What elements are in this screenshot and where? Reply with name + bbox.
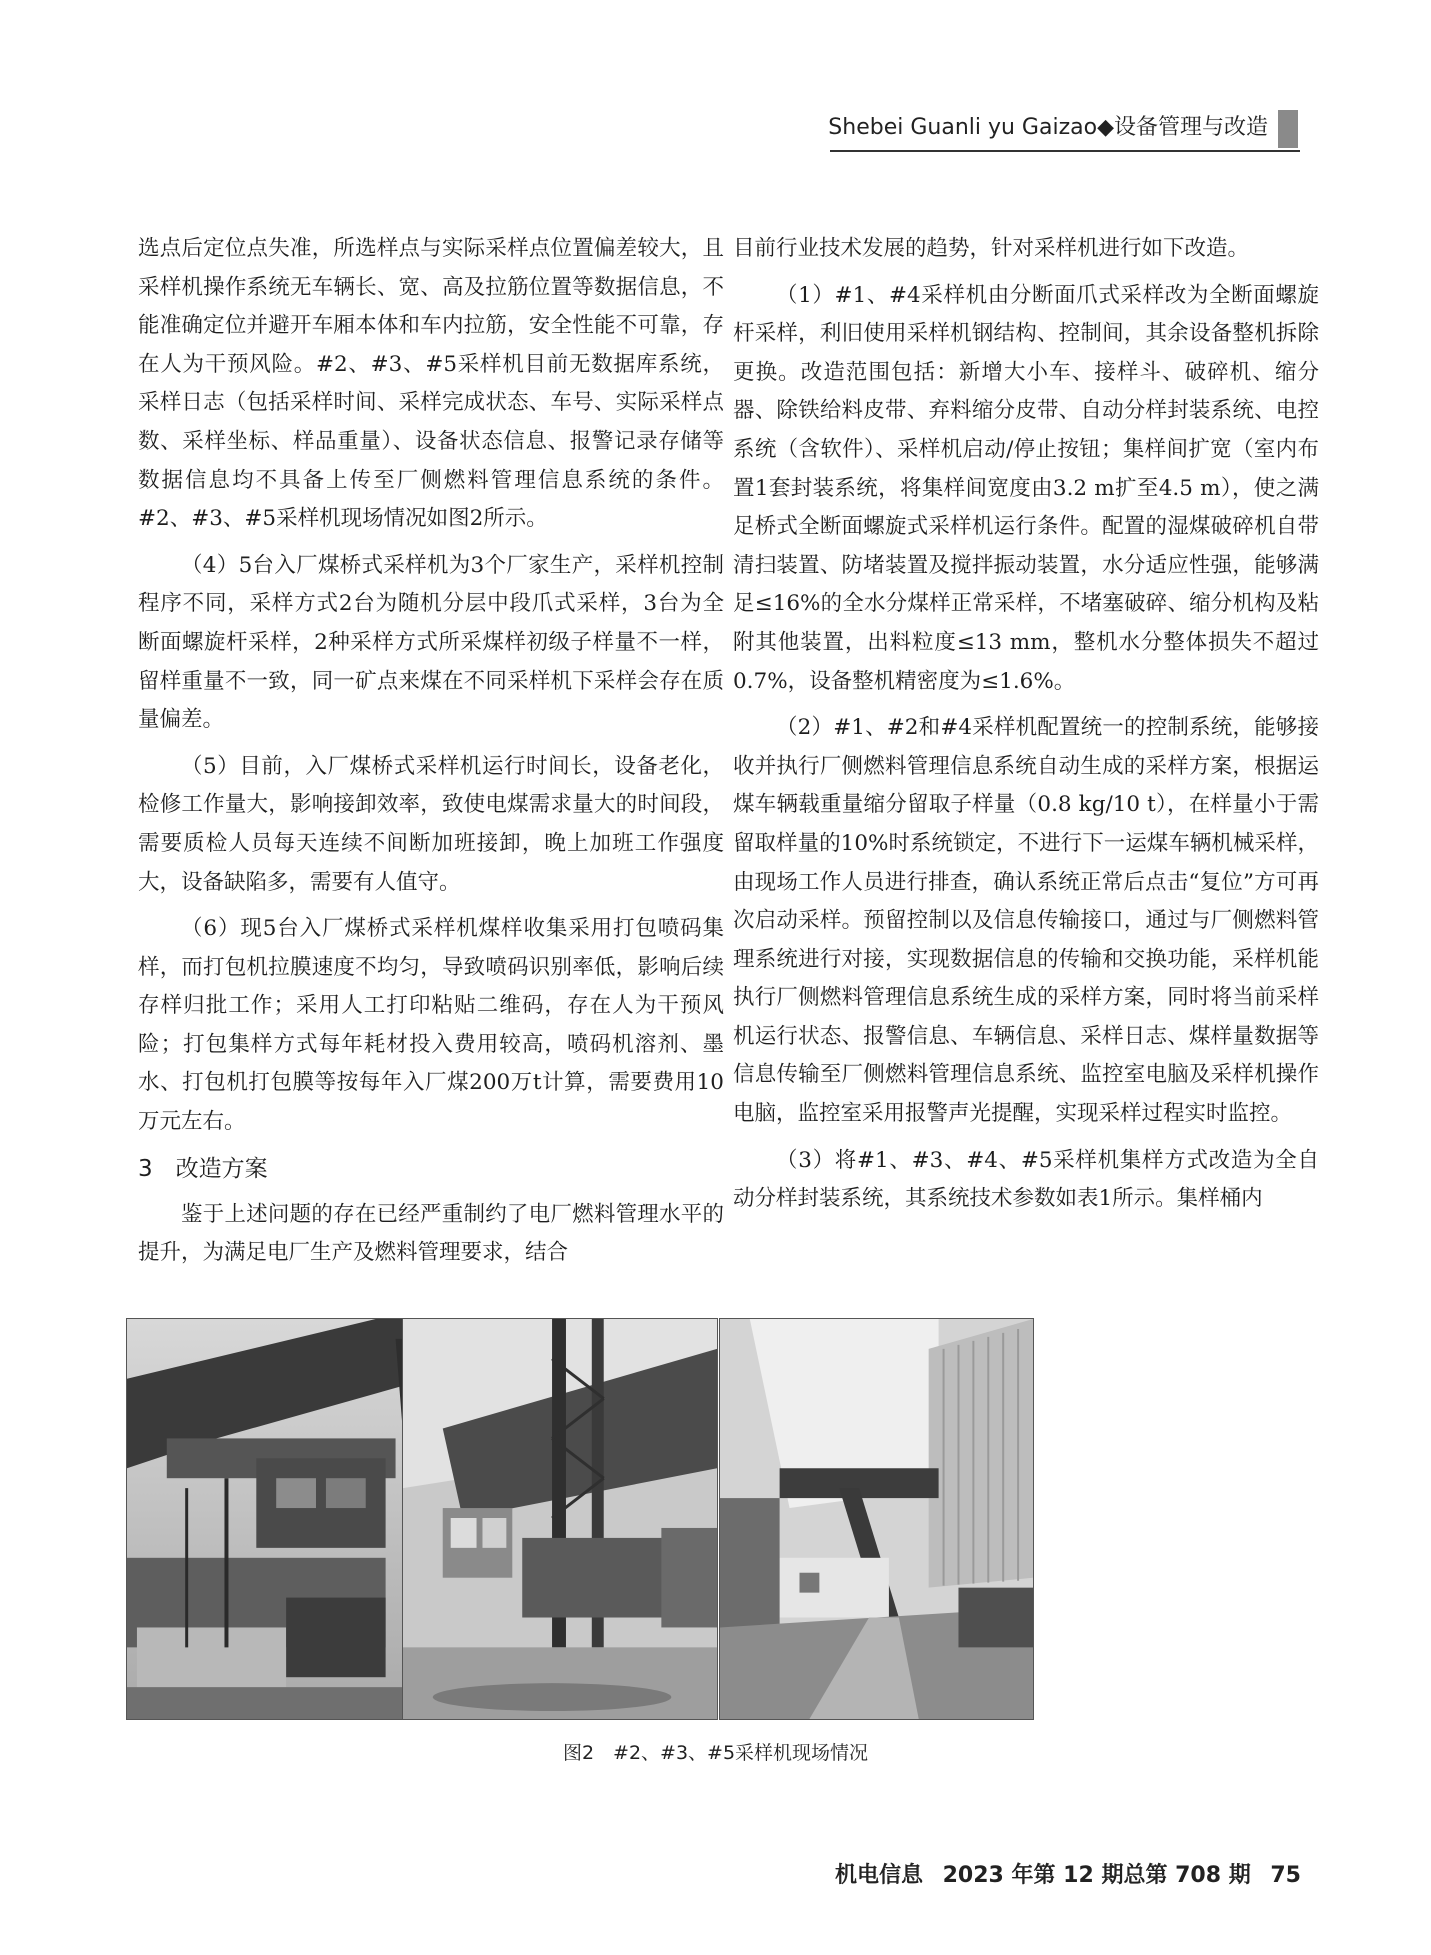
running-header-title: Shebei Guanli yu Gaizao◆设备管理与改造 xyxy=(828,115,1268,140)
figure-caption: 图2 #2、#3、#5采样机现场情况 xyxy=(562,1742,869,1764)
footer-page-number: 75 xyxy=(1270,1863,1301,1888)
section-heading: 3 改造方案 xyxy=(138,1155,268,1182)
sampler-3-photo xyxy=(402,1318,718,1720)
header-rule xyxy=(830,150,1300,152)
header-marker-bar xyxy=(1278,110,1298,148)
left-column xyxy=(138,230,724,1281)
right-paragraph-1: 目前行业技术发展的趋势，针对采样机进行如下改造。 xyxy=(733,236,1250,261)
page-footer xyxy=(823,1858,1301,1889)
footer-issue: 2023 年第 12 期总第 708 期 xyxy=(942,1863,1251,1888)
left-paragraph-3: （5）目前，入厂煤桥式采样机运行时间长，设备老化，检修工作量大，影响接卸效率，致使电煤需求量大的时间段，需要质检人员每天连续不间断加班接卸，晚上加班工作强度大，设备缺陷多，需要有人值守。 xyxy=(138,753,724,895)
figure-2 xyxy=(126,1318,1306,1720)
left-paragraph-1: 选点后定位点失准，所选样点与实际采样点位置偏差较大，且采样机操作系统无车辆长、宽、高及拉筋位置等数据信息，不能准确定位并避开车厢本体和车内拉筋，安全性能不可靠，存在人为干预风险。#2、#3、#5采样机目前无数据库系统，采样日志（包括采样时间、采样完成状态、车号、实际采样点数、采样坐标、样品重量）、设备状态信息、报警记录存储等数据信息均不具备上传至厂侧燃料管理信息系统的条件。#2、#3、#5采样机现场情况如图2所示。 xyxy=(138,236,724,532)
left-paragraph-5: 鉴于上述问题的存在已经严重制约了电厂燃料管理水平的提升，为满足电厂生产及燃料管理要求，结合 xyxy=(138,1201,724,1266)
right-paragraph-4: （3）将#1、#3、#4、#5采样机集样方式改造为全自动分样封装系统，其系统技术参数如表1所示。集样桶内 xyxy=(733,1147,1319,1212)
left-paragraph-2: （4）5台入厂煤桥式采样机为3个厂家生产，采样机控制程序不同，采样方式2台为随机分层中段爪式采样，3台为全断面螺旋杆采样，2种采样方式所采煤样初级子样量不一样，留样重量不一致，同一矿点来煤在不同采样机下采样会存在质量偏差。 xyxy=(138,552,724,733)
sampler-5-photo xyxy=(719,1318,1034,1720)
right-paragraph-3: （2）#1、#2和#4采样机配置统一的控制系统，能够接收并执行厂侧燃料管理信息系统自动生成的采样方案，根据运煤车辆载重量缩分留取子样量（0.8 kg/10 t），在样量小于需留取样量的10%时系统锁定，不进行下一运煤车辆机械采样，由现场工作人员进行排查，确认系统正常后点击“复位”方可再次启动采样。预留控制以及信息传输接口，通过与厂侧燃料管理系统进行对接，实现数据信息的传输和交换功能，采样机能执行厂侧燃料管理信息系统生成的采样方案，同时将当前采样机运行状态、报警信息、车辆信息、采样日志、煤样量数据等信息传输至厂侧燃料管理信息系统、监控室电脑及采样机操作电脑，监控室采用报警声光提醒，实现采样过程实时监控。 xyxy=(733,715,1319,1127)
right-column xyxy=(733,230,1319,1227)
footer-journal: 机电信息 xyxy=(834,1863,923,1888)
left-paragraph-4: （6）现5台入厂煤桥式采样机煤样收集采用打包喷码集样，而打包机拉膜速度不均匀，导致喷码识别率低，影响后续存样归批工作；采用人工打印粘贴二维码，存在人为干预风险；打包集样方式每年耗材投入费用较高，喷码机溶剂、墨水、打包机打包膜等按每年入厂煤200万t计算，需要费用10万元左右。 xyxy=(138,916,724,1135)
running-header xyxy=(0,108,1298,148)
right-paragraph-2: （1）#1、#4采样机由分断面爪式采样改为全断面螺旋杆采样，利旧使用采样机钢结构、控制间，其余设备整机拆除更换。改造范围包括：新增大小车、接样斗、破碎机、缩分器、除铁给料皮带、弃料缩分皮带、自动分样封装系统、电控系统（含软件）、采样机启动/停止按钮；集样间扩宽（室内布置1套封装系统，将集样间宽度由3.2 m扩至4.5 m），使之满足桥式全断面螺旋式采样机运行条件。配置的湿煤破碎机自带清扫装置、防堵装置及搅拌振动装置，水分适应性强，能够满足≤16%的全水分煤样正常采样，不堵塞破碎、缩分机构及粘附其他装置，出料粒度≤13 mm，整机水分整体损失不超过0.7%，设备整机精密度为≤1.6%。 xyxy=(733,282,1319,694)
